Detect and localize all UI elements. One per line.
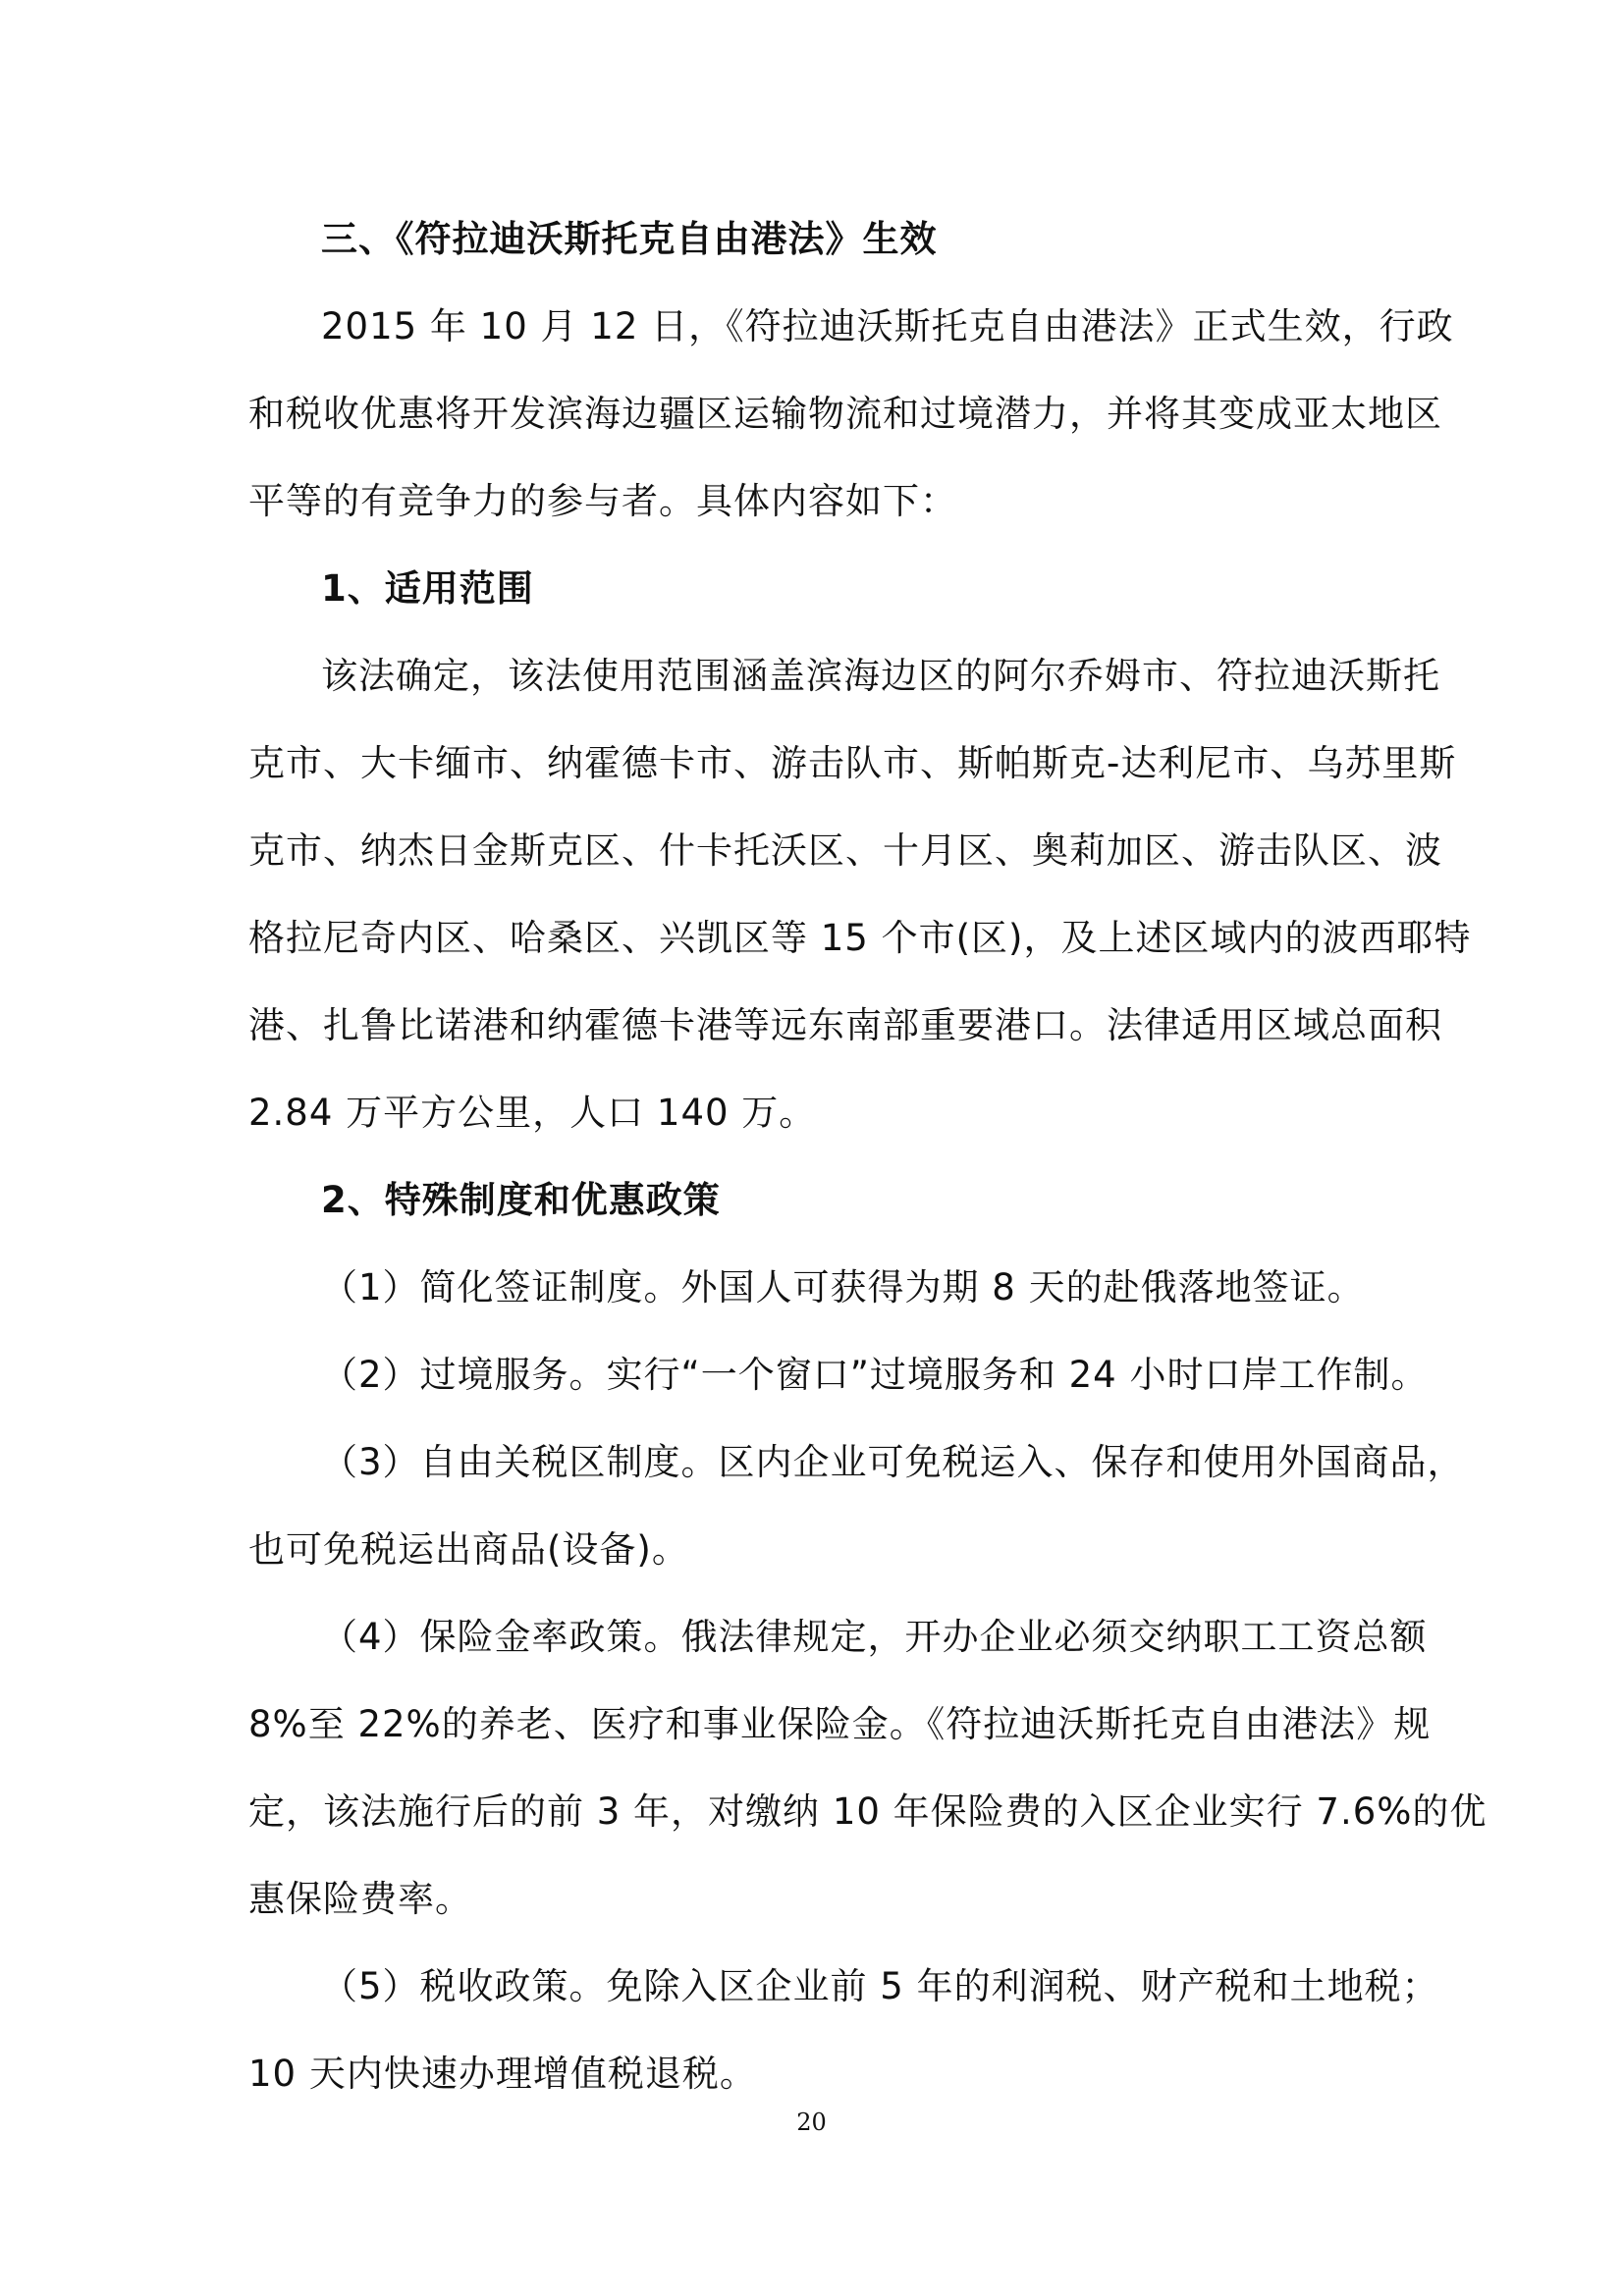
policy-item-3 <box>248 1434 1465 1577</box>
text-line: 惠保险费率。 <box>248 1878 472 1920</box>
text-line: （4）保险金率政策。俄法律规定，开办企业必须交纳职工工资总额 <box>321 1616 1428 1658</box>
text-line: 8%至 22%的养老、医疗和事业保险金。《符拉迪沃斯托克自由港法》规 <box>248 1703 1432 1745</box>
text-line: 克市、大卡缅市、纳霍德卡市、游击队市、斯帕斯克-达利尼市、乌苏里斯 <box>248 742 1457 784</box>
scope-paragraph <box>248 648 1472 1141</box>
policy-item-4 <box>248 1609 1488 1927</box>
text-line: 10 天内快速办理增值税退税。 <box>248 2053 757 2095</box>
text-line: （2）过境服务。实行“一个窗口”过境服务和 24 小时口岸工作制。 <box>321 1354 1429 1396</box>
page-content <box>248 211 1488 2133</box>
text-line: 2015 年 10 月 12 日，《符拉迪沃斯托克自由港法》正式生效，行政 <box>321 305 1454 347</box>
policy-item-1 <box>248 1259 1387 1315</box>
text-line: 定，该法施行后的前 3 年，对缴纳 10 年保险费的入区企业实行 7.6%的优 <box>248 1790 1488 1833</box>
text-line: 和税收优惠将开发滨海边疆区运输物流和过境潜力，并将其变成亚太地区 <box>248 393 1442 435</box>
text-line: 格拉尼奇内区、哈桑区、兴凯区等 15 个市(区)，及上述区域内的波西耶特 <box>248 917 1472 959</box>
text-line: 平等的有竞争力的参与者。具体内容如下： <box>248 480 957 522</box>
text-line: 克市、纳杰日金斯克区、什卡托沃区、十月区、奥莉加区、游击队区、波 <box>248 829 1442 872</box>
subheading-scope: 1、适用范围 <box>321 567 534 610</box>
text-line: （5）税收政策。免除入区企业前 5 年的利润税、财产税和土地税； <box>321 1965 1439 2007</box>
policy-item-5 <box>248 1958 1439 2102</box>
text-line: 该法确定，该法使用范围涵盖滨海边区的阿尔乔姆市、符拉迪沃斯托 <box>321 655 1440 697</box>
text-line: 也可免税运出商品(设备)。 <box>248 1528 689 1571</box>
section-title: 三、《符拉迪沃斯托克自由港法》生效 <box>321 218 938 260</box>
text-line: 2.84 万平方公里，人口 140 万。 <box>248 1092 817 1134</box>
text-line: 港、扎鲁比诺港和纳霍德卡港等远东南部重要港口。法律适用区域总面积 <box>248 1004 1442 1046</box>
text-line: （3）自由关税区制度。区内企业可免税运入、保存和使用外国商品， <box>321 1441 1465 1483</box>
policy-item-2 <box>248 1347 1429 1403</box>
intro-paragraph <box>248 298 1454 529</box>
subheading-policies: 2、特殊制度和优惠政策 <box>321 1179 721 1221</box>
text-line: （1）简化签证制度。外国人可获得为期 8 天的赴俄落地签证。 <box>321 1266 1365 1308</box>
page-number: 20 <box>796 2109 827 2136</box>
